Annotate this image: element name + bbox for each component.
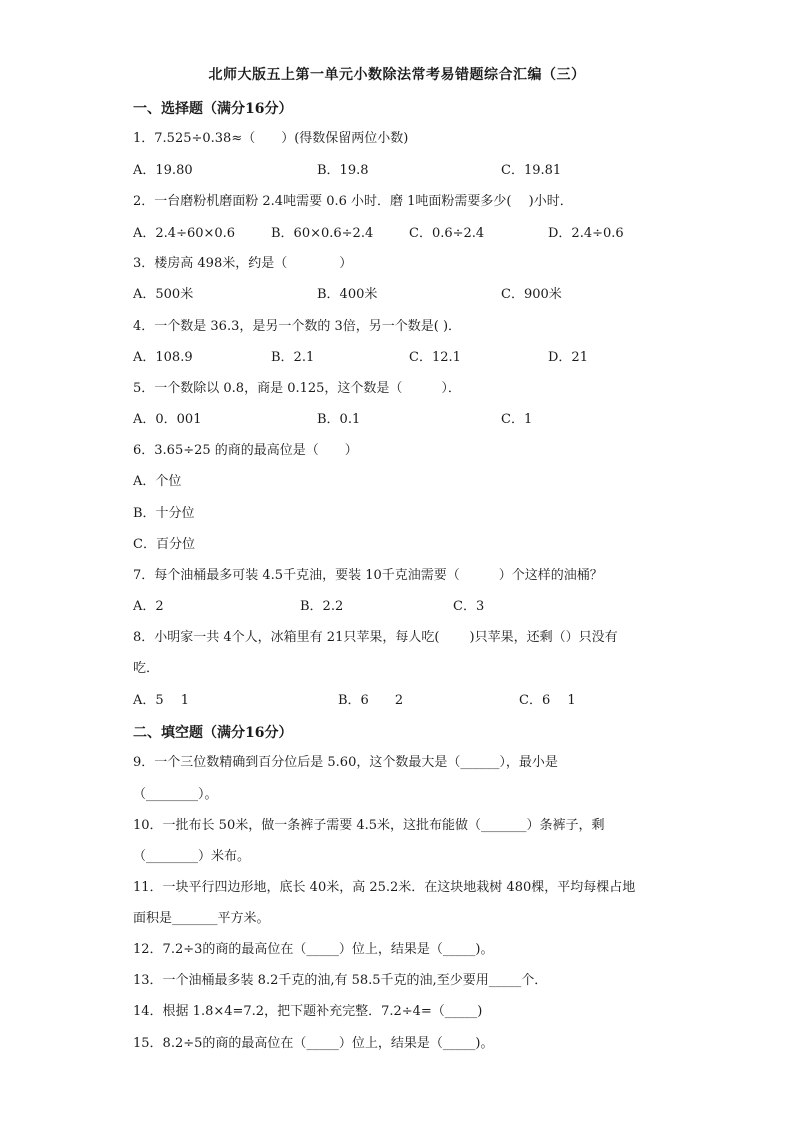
question-9-cont: （________）。: [133, 787, 218, 802]
question-10: 10．一批布长 50米，做一条裤子需要 4.5米，这批布能做（_______）条裤子，剩: [133, 818, 605, 833]
question-1: 1．7.525÷0.38≈（ ）(得数保留两位小数): [133, 131, 409, 146]
question-5: 5．一个数除以 0.8，商是 0.125，这个数是（ ）．: [133, 381, 461, 396]
q1-option-b: B．19.8: [317, 163, 369, 178]
q1-option-c: C．19.81: [501, 163, 562, 178]
q2-option-c: C．0.6÷2.4: [409, 226, 485, 241]
question-7: 7．每个油桶最多可装 4.5千克油，要装 10千克油需要（ ）个这样的油桶？: [133, 568, 603, 583]
q7-option-b: B．2.2: [300, 599, 344, 614]
q2-option-b: B．60×0.6÷2.4: [271, 226, 374, 241]
question-9: 9．一个三位数精确到百分位后是 5.60，这个数最大是（______），最小是: [133, 755, 558, 770]
q4-option-b: B．2.1: [271, 350, 315, 365]
page-title: 北师大版五上第一单元小数除法常考易错题综合汇编（三）: [208, 67, 586, 83]
question-8: 8．小明家一共 4个人，冰箱里有 21只苹果，每人吃( )只苹果，还剩（）只没有: [133, 630, 618, 645]
question-2: 2．一台磨粉机磨面粉 2.4吨需要 0.6 小时．磨 1吨面粉需要多少( )小时．: [133, 194, 573, 209]
q8-option-c: C．6 1: [519, 693, 576, 708]
q4-option-d: D．21: [548, 350, 588, 365]
question-4: 4．一个数是 36.3，是另一个数的 3倍，另一个数是( )．: [133, 319, 462, 334]
question-14: 14．根据 1.8×4=7.2，把下题补充完整．7.2÷4=（_____): [133, 1004, 483, 1019]
section-heading-choice: 一、选择题（满分16分）: [133, 101, 293, 117]
q8-option-a: A．5 1: [133, 693, 190, 708]
q5-option-a: A．0．001: [133, 412, 202, 427]
q3-option-c: C．900米: [501, 287, 562, 302]
q8-option-b: B．6 2: [338, 693, 404, 708]
question-11-cont: 面积是_______平方米。: [133, 911, 270, 926]
question-15: 15．8.2÷5的商的最高位在（_____）位上，结果是（_____)。: [133, 1036, 494, 1051]
section-heading-fill: 二、填空题（满分16分）: [133, 725, 293, 741]
q1-option-a: A．19.80: [133, 163, 193, 178]
question-13: 13．一个油桶最多装 8.2千克的油,有 58.5千克的油,至少要用_____个．: [133, 973, 548, 988]
question-8-cont: 吃．: [133, 661, 160, 676]
question-12: 12．7.2÷3的商的最高位在（_____）位上，结果是（_____)。: [133, 942, 494, 957]
question-11: 11．一块平行四边形地，底长 40米，高 25.2米．在这块地栽树 480棵，平均每棵占地: [133, 880, 636, 895]
q6-option-a: A．个位: [133, 474, 182, 489]
q4-option-c: C．12.1: [409, 350, 461, 365]
q3-option-a: A．500米: [133, 287, 194, 302]
q5-option-c: C．1: [501, 412, 533, 427]
question-3: 3．楼房高 498米，约是（ ）: [133, 256, 353, 271]
q2-option-a: A．2.4÷60×0.6: [133, 226, 236, 241]
question-10-cont: （________）米布。: [133, 849, 251, 864]
q3-option-b: B．400米: [317, 287, 378, 302]
q2-option-d: D．2.4÷0.6: [548, 226, 624, 241]
q7-option-a: A．2: [133, 599, 164, 614]
q6-option-c: C．百分位: [133, 537, 195, 552]
q4-option-a: A．108.9: [133, 350, 193, 365]
q6-option-b: B．十分位: [133, 506, 195, 521]
q7-option-c: C．3: [453, 599, 485, 614]
question-6: 6．3.65÷25 的商的最高位是（ ）: [133, 443, 358, 458]
q5-option-b: B．0.1: [317, 412, 361, 427]
